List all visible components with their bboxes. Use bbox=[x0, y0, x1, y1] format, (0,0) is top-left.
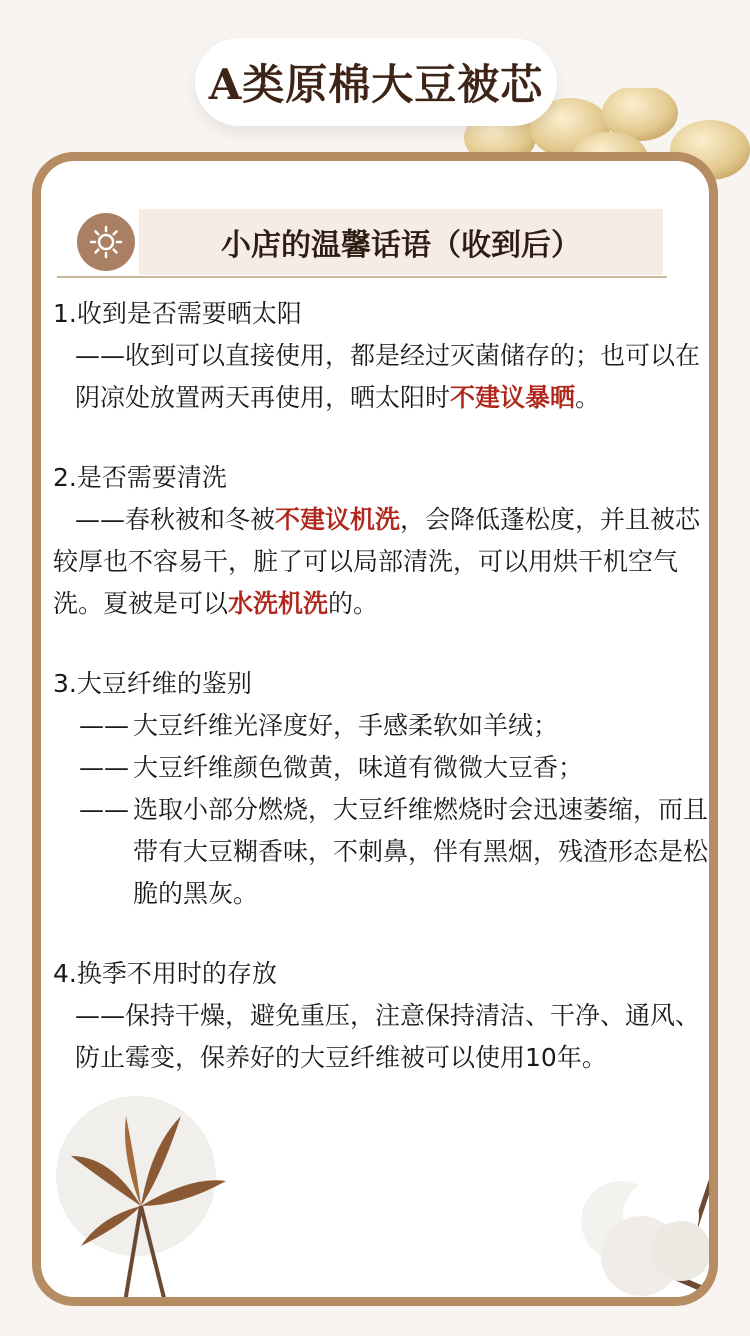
title-pill bbox=[195, 38, 557, 126]
list-item bbox=[53, 705, 713, 747]
faq-title: 3.大豆纤维的鉴别 bbox=[53, 669, 252, 698]
faq-answer bbox=[53, 995, 713, 1079]
answer-text: ——收到可以直接使用，都是经过灭菌储存的；也可以在阴凉处放置两天再使用，晒太阳时 bbox=[75, 341, 701, 412]
answer-text: ，会降低蓬松度，并且被芯较厚也不容易干，脏了可以局部清洗，可以用烘干机空气洗。夏被是可以 bbox=[53, 505, 701, 618]
section-header bbox=[71, 201, 701, 281]
content-card bbox=[32, 152, 718, 1306]
sun-icon bbox=[77, 213, 135, 271]
faq-section-4 bbox=[53, 953, 713, 1079]
list-text: 选取小部分燃烧，大豆纤维燃烧时会迅速萎缩，而且带有大豆糊香味，不刺鼻，伴有黑烟，残渣形态是松脆的黑灰。 bbox=[133, 795, 709, 908]
faq-title: 4.换季不用时的存放 bbox=[53, 959, 277, 988]
list-item bbox=[53, 789, 713, 915]
cotton-boll-decoration bbox=[561, 1151, 718, 1306]
faq-section-1 bbox=[53, 293, 713, 419]
faq-title: 1.收到是否需要晒太阳 bbox=[53, 299, 302, 328]
list-dash: —— bbox=[79, 795, 129, 824]
header-label: 小店的温馨话语（收到后） bbox=[221, 228, 581, 263]
faq-title: 2.是否需要清洗 bbox=[53, 463, 227, 492]
faq-content bbox=[53, 293, 713, 1117]
highlight-text: 不建议暴晒 bbox=[450, 383, 576, 412]
cotton-branch-decoration bbox=[41, 1096, 251, 1306]
answer-text: ——保持干燥，避免重压，注意保持清洁、干净、通风、防止霉变，保养好的大豆纤维被可以使用10年。 bbox=[75, 1001, 701, 1072]
faq-answer bbox=[53, 335, 713, 419]
list-text: 大豆纤维颜色微黄，味道有微微大豆香； bbox=[133, 753, 584, 782]
list-text: 大豆纤维光泽度好，手感柔软如羊绒； bbox=[133, 711, 559, 740]
highlight-text: 不建议机洗 bbox=[275, 505, 401, 534]
list-dash: —— bbox=[79, 711, 129, 740]
list-dash: —— bbox=[79, 753, 129, 782]
faq-section-2 bbox=[53, 457, 713, 625]
header-divider bbox=[57, 276, 667, 278]
header-band bbox=[139, 209, 663, 275]
faq-section-3 bbox=[53, 663, 713, 915]
answer-text: 的。 bbox=[328, 589, 379, 618]
faq-answer bbox=[53, 499, 713, 625]
highlight-text: 水洗机洗 bbox=[228, 589, 329, 618]
answer-text: 。 bbox=[575, 383, 601, 412]
page-title: A类原棉大豆被芯 bbox=[208, 60, 544, 109]
answer-text: ——春秋被和冬被 bbox=[75, 505, 276, 534]
list-item bbox=[53, 747, 713, 789]
